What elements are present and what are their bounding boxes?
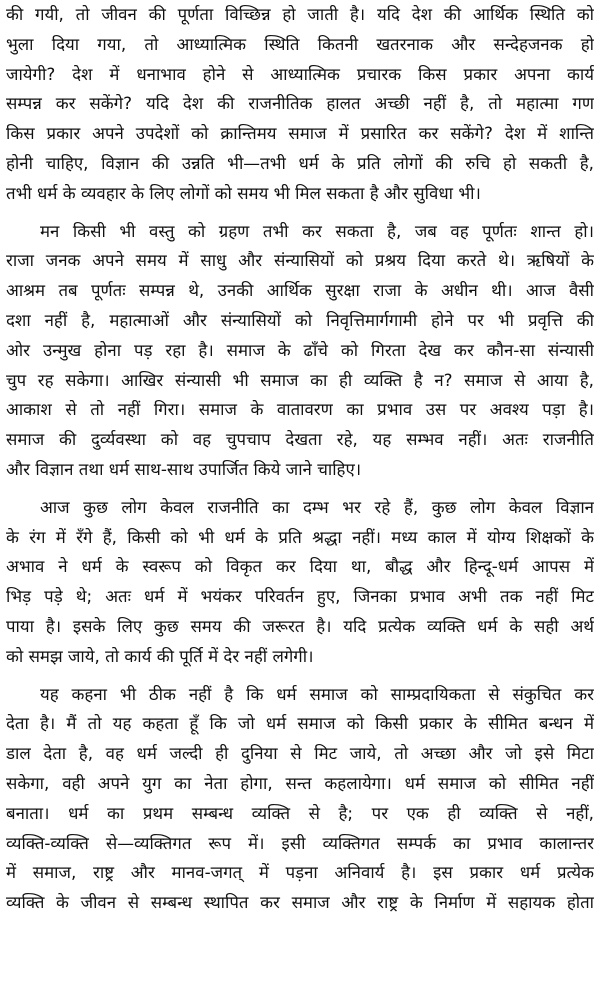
text-line: किस प्रकार अपने उपदेशों को क्रान्तिमय समाज में प्रसारित कर सकेंगे? देश में शान्ति [6, 123, 594, 144]
text-line: को समझ जाये, तो कार्य की पूर्ति में देर नहीं लगेगी। [6, 645, 314, 666]
text-line: बनाता। धर्म का प्रथम सम्बन्ध व्यक्ति से है; पर एक ही व्यक्ति से नहीं, [6, 802, 594, 823]
text-line: समाज की दुर्व्यवस्था को वह चुपचाप देखता रहे, यह सम्भव नहीं। अतः राजनीति [6, 429, 594, 450]
text-line: में समाज, राष्ट्र और मानव-जगत् में पड़ना अनिवार्य है। इस प्रकार धर्म प्रत्येक [6, 862, 594, 883]
paragraph [6, 217, 594, 485]
text-line: चुप रह सकेगा। आखिर संन्यासी भी समाज का ही व्यक्ति है न? समाज से आया है, [6, 369, 594, 390]
text-line: सकेगा, वही अपने युग का नेता होगा, सन्त कहलायेगा। धर्म समाज को सीमित नहीं [6, 772, 594, 793]
text-line: राजा जनक अपने समय में साधु और संन्यासियों को प्रश्रय दिया करते थे। ऋषियों के [6, 250, 594, 271]
paragraph [6, 680, 594, 918]
text-line: अभाव ने धर्म के स्वरूप को विकृत कर दिया था, बौद्ध और हिन्दू-धर्म आपस में [6, 556, 594, 577]
text-line: तभी धर्म के व्यवहार के लिए लोगों को समय भी मिल सकता है और सुविधा भी। [6, 182, 481, 203]
text-line: पाया है। इसके लिए कुछ समय की जरूरत है। यदि प्रत्येक व्यक्ति धर्म के सही अर्थ [6, 615, 594, 636]
paragraph-gap [6, 672, 594, 680]
paragraph [6, 493, 594, 672]
document-page [6, 0, 594, 981]
text-line: आकाश से तो नहीं गिरा। समाज के वातावरण का प्रभाव उस पर अवश्य पड़ा है। [6, 399, 594, 420]
text-line: जायेगी? देश में धनाभाव होने से आध्यात्मिक प्रचारक किस प्रकार अपना कार्य [6, 63, 594, 84]
text-line: होनी चाहिए, विज्ञान की उन्नति भी—तभी धर्म के प्रति लोगों की रुचि हो सकती है, [6, 152, 594, 173]
text-line: और विज्ञान तथा धर्म साथ-साथ उपार्जित किये जाने चाहिए। [6, 458, 362, 479]
text-line: भुला दिया गया, तो आध्यात्मिक स्थिति कितनी खतरनाक और सन्देहजनक हो [6, 33, 594, 54]
text-line: डाल देता है, वह धर्म जल्दी ही दुनिया से मिट जाये, तो अच्छा और जो इसे मिटा [6, 743, 594, 764]
text-line: यह कहना भी ठीक नहीं है कि धर्म समाज को साम्प्रदायिकता से संकुचित कर [40, 683, 594, 704]
text-line: देता है। मैं तो यह कहता हूँ कि जो धर्म समाज को किसी प्रकार के सीमित बन्धन में [6, 713, 594, 734]
text-line: आश्रम तब पूर्णतः सम्पन्न थे, उनकी आर्थिक सुरक्षा राजा के अधीन थी। आज वैसी [6, 280, 594, 301]
text-line: सम्पन्न कर सकेंगे? यदि देश की राजनीतिक हालत अच्छी नहीं है, तो महात्मा गण [6, 93, 594, 114]
paragraph-gap [6, 209, 594, 217]
text-line: मन किसी भी वस्तु को ग्रहण तभी कर सकता है, जब वह पूर्णतः शान्त हो। [40, 220, 594, 241]
text-line: के रंग में रँगे हैं, किसी को भी धर्म के प्रति श्रद्धा नहीं। मध्य काल में योग्य शिक्षकों के [6, 526, 594, 547]
paragraph-gap [6, 485, 594, 493]
paragraph [6, 0, 594, 209]
text-line: ओर उन्मुख होना पड़ रहा है। समाज के ढाँचे को गिरता देख कर कौन-सा संन्यासी [6, 339, 594, 360]
text-line: भिड़ पड़े थे; अतः धर्म में भयंकर परिवर्तन हुए, जिनका प्रभाव अभी तक नहीं मिट [6, 586, 594, 607]
text-line: दशा नहीं है, महात्माओं और संन्यासियों को निवृत्तिमार्गगामी होने पर भी प्रवृत्ति की [6, 309, 594, 330]
text-line: व्यक्ति-व्यक्ति से—व्यक्तिगत रूप में। इसी व्यक्तिगत सम्पर्क का प्रभाव कालान्तर [6, 832, 594, 853]
text-line: व्यक्ति के जीवन से सम्बन्ध स्थापित कर समाज और राष्ट्र के निर्माण में सहायक होता [6, 892, 594, 913]
text-line: की गयी, तो जीवन की पूर्णता विच्छिन्न हो जाती है। यदि देश की आर्थिक स्थिति को [6, 4, 594, 24]
text-line: आज कुछ लोग केवल राजनीति का दम्भ भर रहे हैं, कुछ लोग केवल विज्ञान [40, 496, 594, 517]
